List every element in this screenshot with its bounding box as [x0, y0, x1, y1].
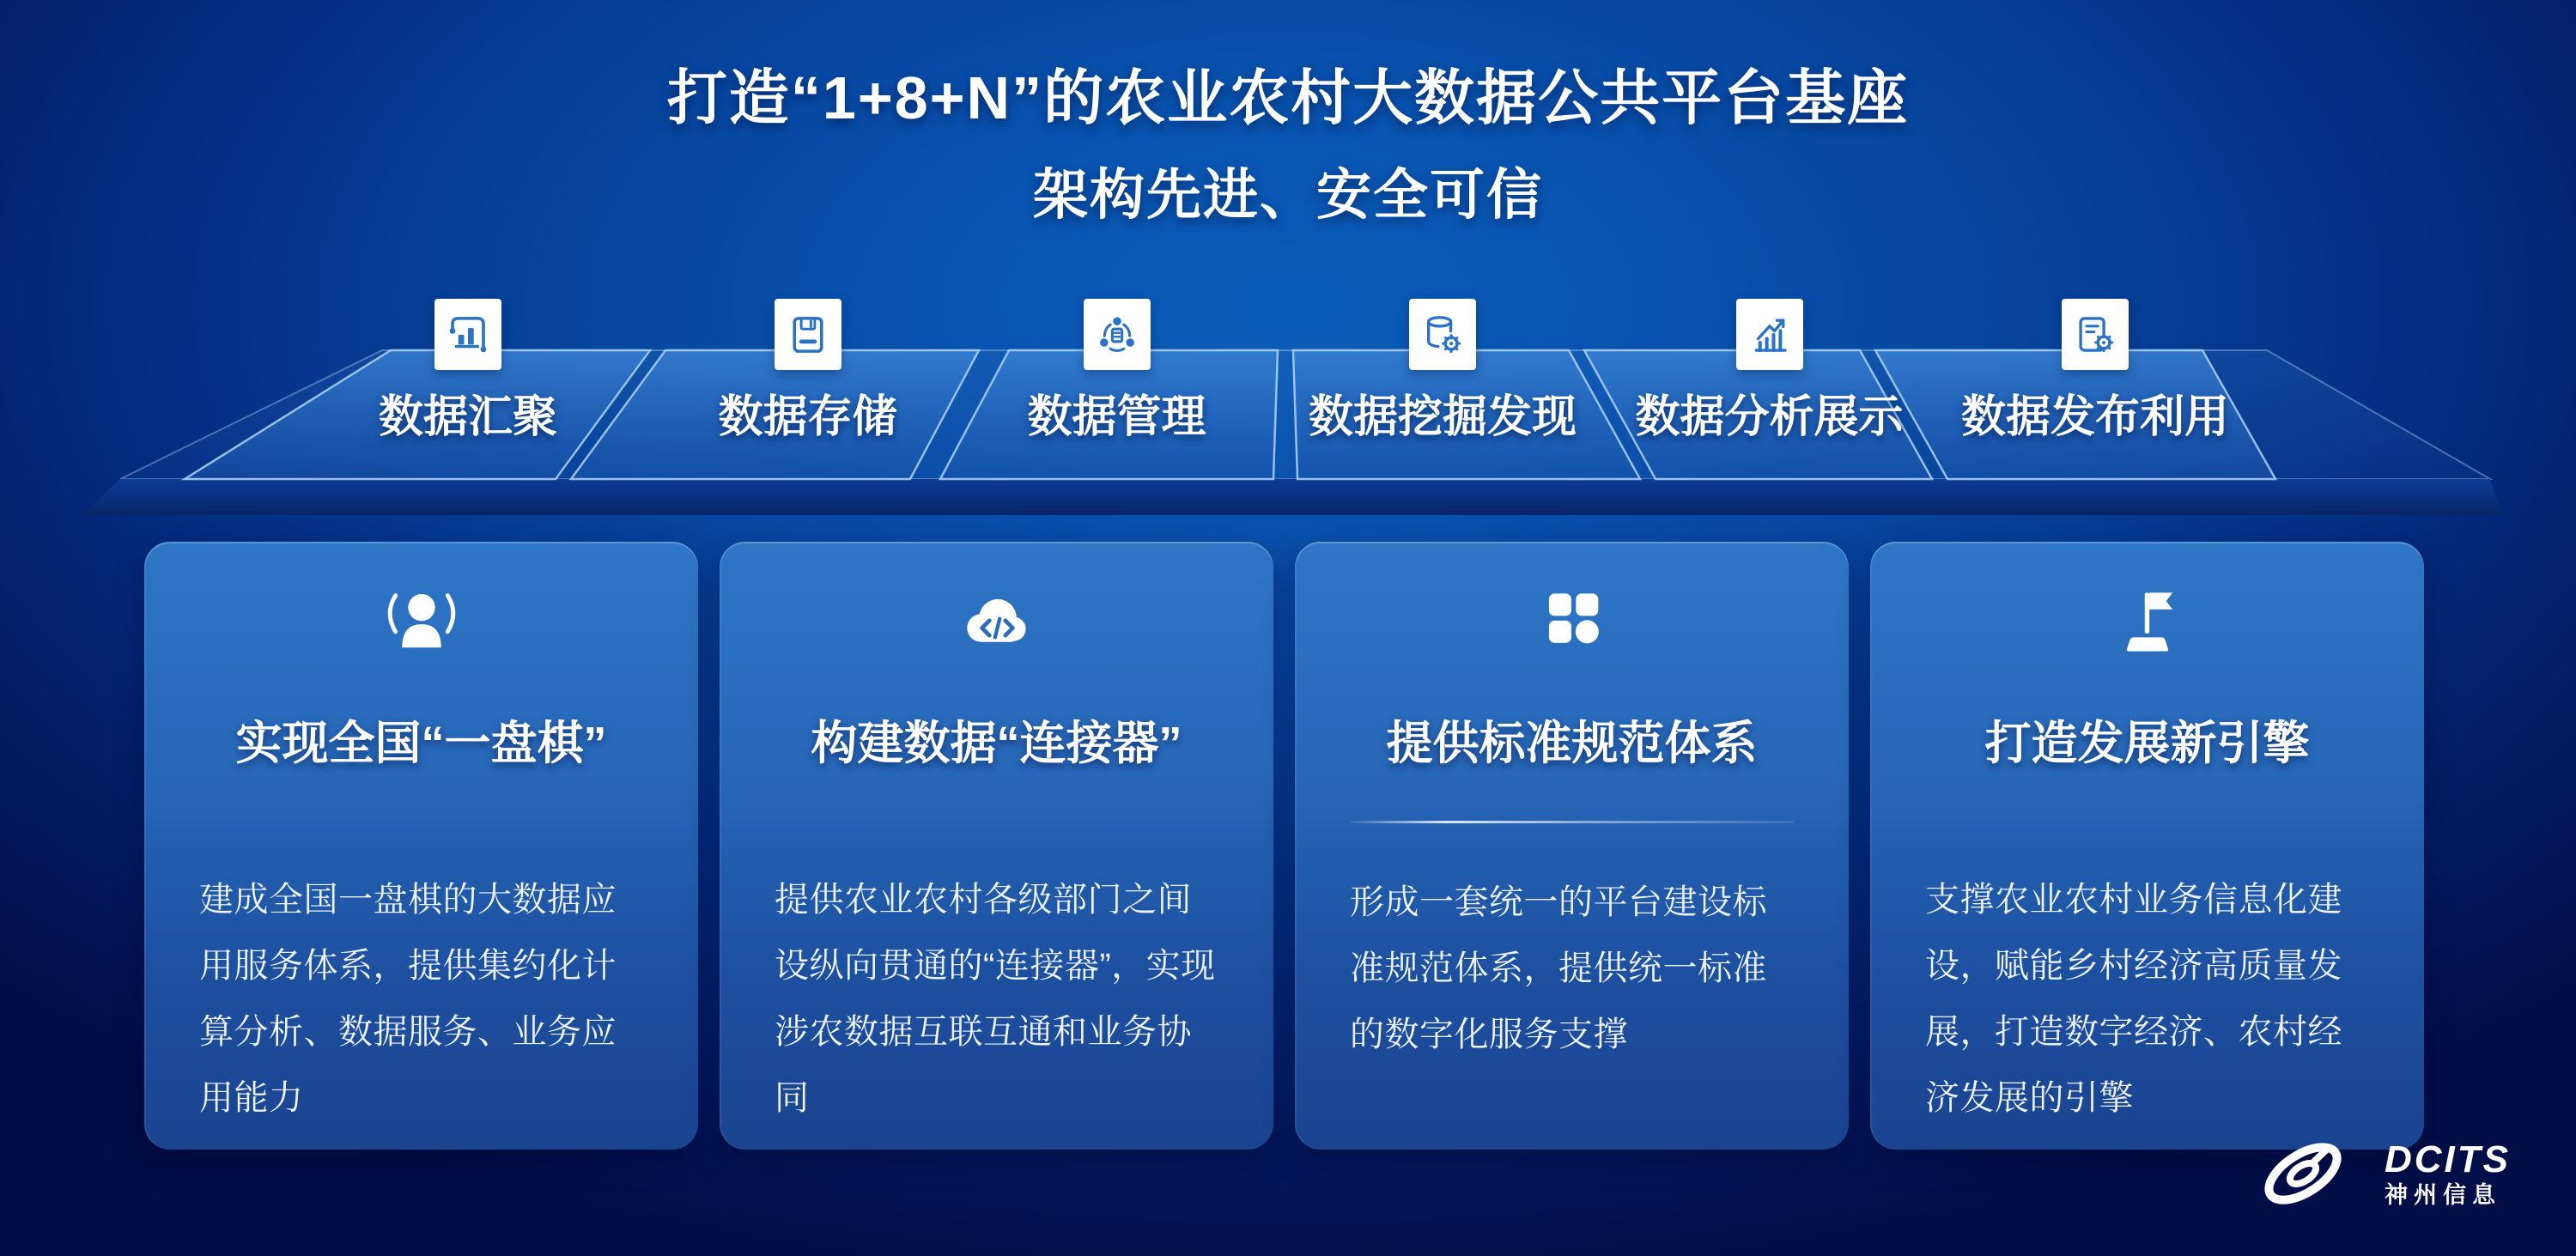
card-new-engine — [1870, 542, 2424, 1150]
card-title: 打造发展新引擎 — [1984, 718, 2310, 769]
document-gear-icon — [2062, 299, 2129, 370]
database-gear-icon — [1409, 299, 1476, 370]
dcits-swoosh-icon — [2249, 1134, 2371, 1213]
share-network-icon — [1084, 299, 1151, 370]
card-body: 形成一套统一的平台建设标准规范体系，提供统一标准的数字化服务支撑 — [1350, 883, 1767, 1053]
brand-logo-text — [2385, 1138, 2511, 1208]
page-subtitle: 架构先进、安全可信 — [1033, 164, 1543, 226]
card-body: 提供农业农村各级部门之间设纵向贯通的“连接器”，实现涉农数据互联互通和业务协同 — [775, 881, 1216, 1117]
platform-front-edge — [81, 479, 2502, 515]
page-title: 打造“1+8+N”的农业农村大数据公共平台基座 — [666, 64, 1910, 131]
pipeline-step-label: 数据发布利用 — [1960, 392, 2229, 442]
card-title: 构建数据“连接器” — [811, 718, 1182, 769]
pipeline-step-label: 数据挖掘发现 — [1308, 392, 1577, 442]
pipeline-step-data-analysis — [1595, 299, 1943, 445]
users-icon — [377, 583, 466, 662]
card-standards-system — [1295, 542, 1849, 1150]
card-data-connector — [720, 542, 1273, 1150]
pipeline-step-label: 数据分析展示 — [1635, 392, 1904, 442]
chart-growth-icon — [1736, 299, 1803, 370]
cloud-code-icon — [952, 583, 1042, 662]
pipeline-step-label: 数据存储 — [718, 392, 897, 442]
card-divider — [1350, 821, 1794, 823]
pipeline-step-label: 数据管理 — [1027, 392, 1206, 442]
pipeline-step-data-publishing — [1895, 299, 2295, 445]
grid-icon — [1528, 583, 1617, 662]
feature-cards — [144, 542, 2424, 1150]
bar-chart-icon — [434, 299, 501, 370]
pipeline-step-data-management — [948, 299, 1285, 445]
brand-logo — [2249, 1134, 2511, 1213]
card-national-chessboard — [144, 542, 698, 1150]
brand-name-cn: 神州信息 — [2385, 1181, 2501, 1208]
pipeline-step-label: 数据汇聚 — [378, 392, 557, 442]
floppy-disk-icon — [775, 299, 841, 370]
brand-name: DCITS — [2385, 1138, 2511, 1180]
card-title: 实现全国“一盘棋” — [235, 718, 607, 769]
pipeline-step-data-mining — [1269, 299, 1616, 445]
card-body: 支撑农业农村业务信息化建设，赋能乡村经济高质量发展，打造数字经济、农村经济发展的引擎 — [1925, 881, 2342, 1117]
card-title: 提供标准规范体系 — [1386, 718, 1758, 769]
flag-icon — [2103, 583, 2192, 662]
card-body: 建成全国一盘棋的大数据应用服务体系，提供集约化计算分析、数据服务、业务应用能力 — [199, 881, 617, 1117]
